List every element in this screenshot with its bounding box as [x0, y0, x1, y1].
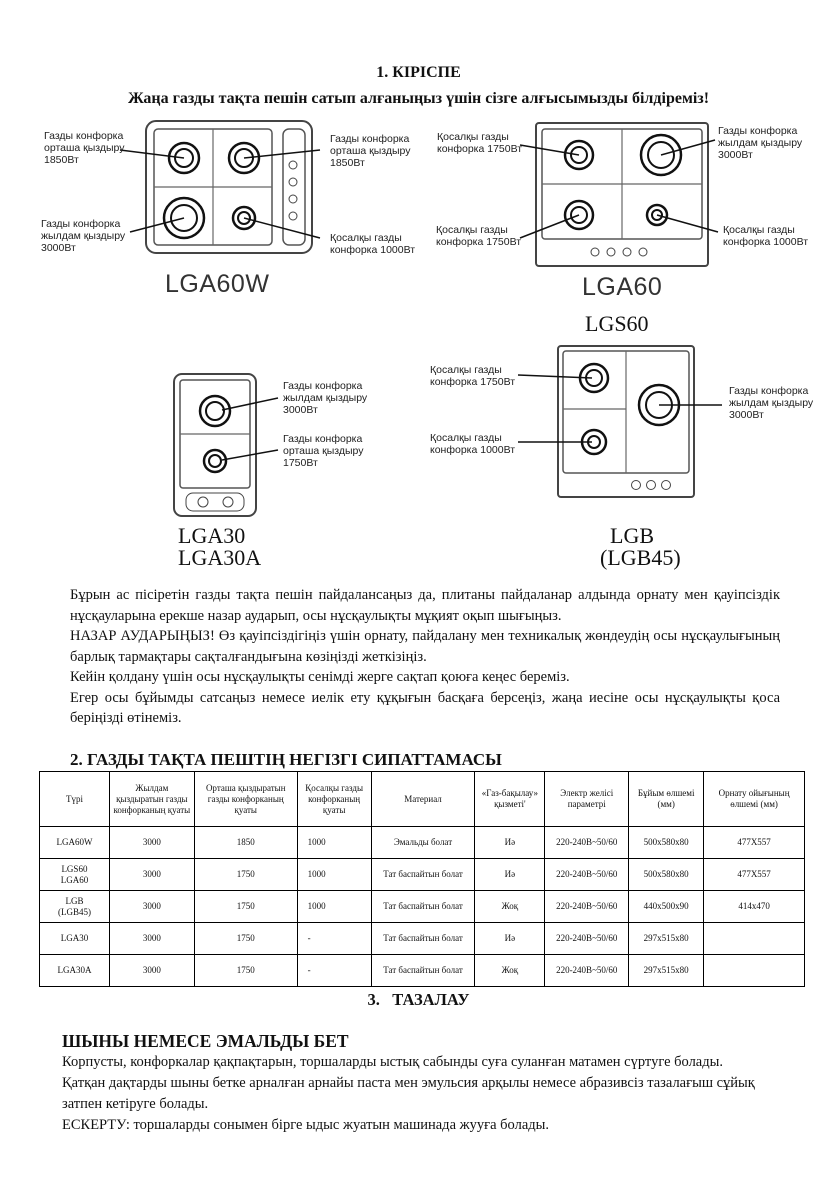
lga60-label-3: Газды конфорка жылдам қыздыру 3000Вт: [718, 125, 803, 161]
cell-type: LGA60W: [40, 827, 110, 859]
lgb-label-2: Қосалқы газды конфорка 1000Вт: [430, 432, 516, 456]
cleaning-paragraph-3: ЕСКЕРТУ: торшаларды сонымен бірге ыдыс жуатын машинада жууға болады.: [62, 1117, 550, 1133]
cell-type: LGA30: [40, 923, 110, 955]
cell-electric: 220-240В~50/60: [545, 827, 629, 859]
cell-medium: 1750: [194, 955, 297, 987]
cell-medium: 1750: [194, 923, 297, 955]
header-gas-control: «Газ-бақылау» қызметі': [475, 772, 545, 827]
cell-gas-control: Жоқ: [475, 955, 545, 987]
header-electric: Электр желісі параметрі: [545, 772, 629, 827]
lgb45-model: (LGB45): [600, 545, 681, 570]
intro-text: [70, 585, 780, 729]
cell-rapid: 3000: [109, 891, 194, 923]
cell-aux: -: [297, 955, 371, 987]
section1-subtitle: Жаңа газды тақта пешін сатып алғаныңыз үшін сізге алғысымызды білдіреміз!: [127, 90, 710, 107]
section3-subheading: ШЫНЫ НЕМЕСЕ ЭМАЛЬДЫ БЕТ: [62, 1031, 349, 1051]
header-rapid-burner: Жылдам қыздыратын газды конфорканың қуаты: [109, 772, 194, 827]
cell-medium: 1850: [194, 827, 297, 859]
cell-cutout: 414х470: [704, 891, 805, 923]
header-cutout: Орнату ойығының өлшемі (мм): [704, 772, 805, 827]
lgs60-model: LGS60: [585, 311, 649, 336]
lga60-label-4: Қосалқы газды конфорка 1000Вт: [723, 224, 809, 248]
table-row: [40, 923, 805, 955]
cell-electric: 220-240В~50/60: [545, 955, 629, 987]
spec-table: [39, 771, 805, 987]
cell-medium: 1750: [194, 859, 297, 891]
lgb-model: LGB: [610, 523, 654, 548]
cell-material: Тат баспайтын болат: [371, 891, 475, 923]
cell-electric: 220-240В~50/60: [545, 923, 629, 955]
cell-size: 297х515х80: [629, 923, 704, 955]
cell-size: 500х580х80: [629, 859, 704, 891]
cleaning-paragraph-2: Қатқан дақтарды шыны бетке арналған арнайы паста мен эмульсия арқылы немесе абразивсіз тазалағыш сұйық затпен кетіруге болады.: [62, 1075, 755, 1112]
intro-paragraph-2: НАЗАР АУДАРЫҢЫЗ! Өз қауіпсіздігіңіз үшін орнату, пайдалану мен техникалық жөндеудің осы нұсқаулығының барлық тармақтары сақталғандығына көзіңізді жеткізіңіз.: [70, 628, 780, 665]
spec-table-header-row: [40, 772, 805, 827]
cell-cutout: 477Х557: [704, 827, 805, 859]
cell-electric: 220-240В~50/60: [545, 891, 629, 923]
cell-cutout: [704, 955, 805, 987]
cell-material: Тат баспайтын болат: [371, 859, 475, 891]
lga60-callout-lines: [0, 0, 837, 300]
header-aux-burner: Қосалқы газды конфорканың қуаты: [297, 772, 371, 827]
lga60-label-2: Қосалқы газды конфорка 1750Вт: [436, 224, 522, 248]
cell-gas-control: Иә: [475, 827, 545, 859]
cell-aux: 1000: [297, 891, 371, 923]
lga30-model: LGA30: [178, 523, 246, 548]
lga30-label-1: Газды конфорка жылдам қыздыру 3000Вт: [283, 380, 368, 416]
cell-gas-control: Иә: [475, 859, 545, 891]
lga30-label-2: Газды конфорка орташа қыздыру 1750Вт: [283, 433, 364, 469]
lgb-callout-lines: [0, 350, 837, 500]
table-row: [40, 891, 805, 923]
cell-material: Тат баспайтын болат: [371, 955, 475, 987]
cell-rapid: 3000: [109, 827, 194, 859]
lgb-label-1: Қосалқы газды конфорка 1750Вт: [430, 364, 516, 388]
cell-rapid: 3000: [109, 859, 194, 891]
cell-aux: 1000: [297, 827, 371, 859]
lga60w-label-4: Қосалқы газды конфорка 1000Вт: [330, 232, 416, 256]
cell-gas-control: Жоқ: [475, 891, 545, 923]
section1-title: 1. КІРІСПЕ: [376, 64, 461, 81]
cell-cutout: 477Х557: [704, 859, 805, 891]
cell-cutout: [704, 923, 805, 955]
cell-rapid: 3000: [109, 923, 194, 955]
lga60w-label-3: Газды конфорка орташа қыздыру 1850Вт: [330, 133, 411, 169]
lga60w-model: LGA60W: [165, 270, 270, 298]
lga30a-model: LGA30A: [178, 545, 262, 570]
intro-paragraph-3: Кейін қолдану үшін осы нұсқаулықты сенімді жерге сақтап қоюға кеңес береміз.: [70, 669, 570, 685]
lgb-label-3: Газды конфорка жылдам қыздыру 3000Вт: [729, 385, 814, 421]
cell-size: 440х500х90: [629, 891, 704, 923]
section3-title: 3. ТАЗАЛАУ: [367, 990, 470, 1009]
cell-electric: 220-240В~50/60: [545, 859, 629, 891]
header-material: Материал: [371, 772, 475, 827]
header-medium-burner: Орташа қыздыратын газды конфорканың қуаты: [194, 772, 297, 827]
table-row: [40, 955, 805, 987]
header-size: Бұйым өлшемі (мм): [629, 772, 704, 827]
cleaning-paragraph-1: Корпусты, конфоркалар қақпақтарын, торшаларды ыстық сабынды суға суланған матамен сүртуге болады.: [62, 1054, 723, 1070]
cell-type: LGA30A: [40, 955, 110, 987]
cell-type: LGS60 LGA60: [40, 859, 110, 891]
cell-material: Тат баспайтын болат: [371, 923, 475, 955]
cell-material: Эмальды болат: [371, 827, 475, 859]
cell-aux: -: [297, 923, 371, 955]
cell-medium: 1750: [194, 891, 297, 923]
table-row: [40, 859, 805, 891]
cell-gas-control: Иә: [475, 923, 545, 955]
cell-rapid: 3000: [109, 955, 194, 987]
intro-paragraph-1: Бұрын ас пісіретін газды тақта пешін пайдалансаңыз да, плитаны пайдаланар алдында орнату мен қауіпсіздік нұсқауларына ерекше назар аударып, осы нұсқаулықты мұқият оқып шығыңыз.: [70, 587, 780, 624]
lga60-model: LGA60: [582, 273, 663, 301]
cell-aux: 1000: [297, 859, 371, 891]
lga60w-label-1: Газды конфорка орташа қыздыру 1850Вт: [44, 130, 125, 166]
cell-size: 500х580х80: [629, 827, 704, 859]
lga60w-label-2: Газды конфорка жылдам қыздыру 3000Вт: [41, 218, 126, 254]
header-type: Түрі: [40, 772, 110, 827]
table-row: [40, 827, 805, 859]
cleaning-text: [62, 1052, 782, 1136]
cell-size: 297х515х80: [629, 955, 704, 987]
section2-title: 2. ГАЗДЫ ТАҚТА ПЕШТІҢ НЕГІЗГІ СИПАТТАМАСЫ: [70, 750, 502, 769]
lga60-label-1: Қосалқы газды конфорка 1750Вт: [437, 131, 523, 155]
cell-type: LGB (LGB45): [40, 891, 110, 923]
intro-paragraph-4: Егер осы бұйымды сатсаңыз немесе иелік ету құқығын басқаға берсеңіз, жаңа иесіне осы нұсқаулықты қоса беріңізді өтінеміз.: [70, 689, 780, 726]
